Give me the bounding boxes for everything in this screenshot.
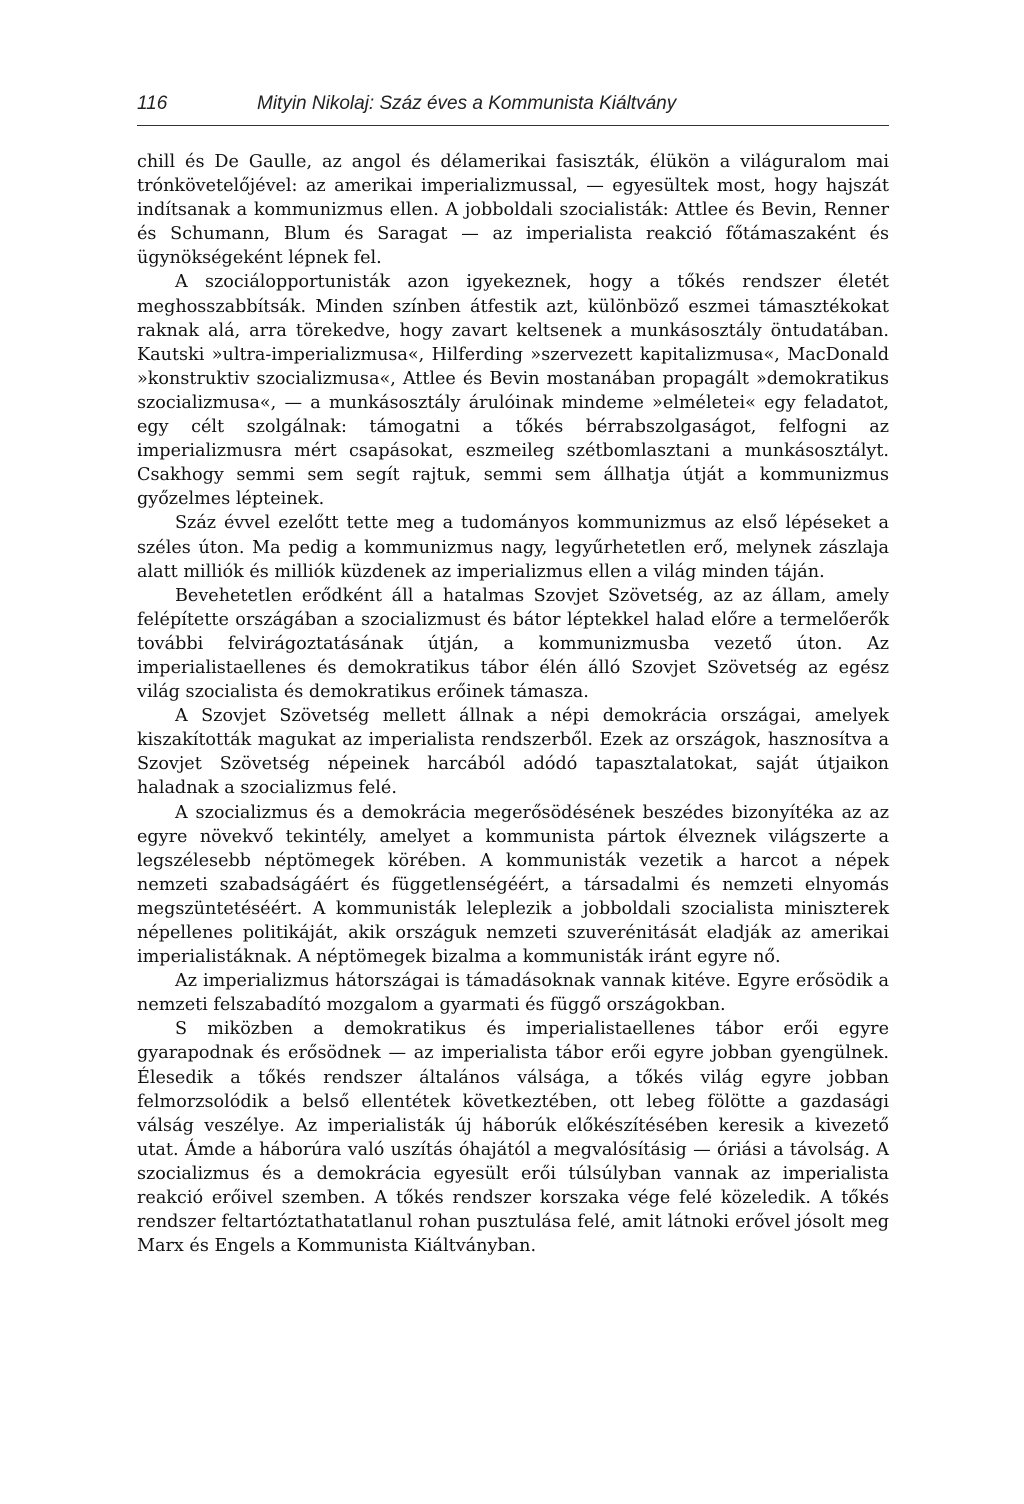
page-number: 116: [137, 93, 168, 114]
paragraph: Az imperializmus hátországai is támadásoknak vannak kitéve. Egyre erősödik a nemzeti felszabadító mozgalom a gyarmati és függő országokban.: [137, 971, 889, 1016]
running-header: [137, 93, 889, 121]
paragraph: A Szovjet Szövetség mellett állnak a népi demokrácia országai, amelyek kiszakították magukat az imperialista rendszerből. Ezek az országok, hasznosítva a Szovjet Szövetség népeinek harcából adódó tapasztalatokat, saját útjaikon haladnak a szocializmus felé.: [137, 706, 889, 799]
paragraph: Bevehetetlen erődként áll a hatalmas Szovjet Szövetség, az az állam, amely felépítette országában a szocializmust és bátor léptekkel halad előre a termelőerők további felvirágoztatásának útján, a kommunizmusba vezető úton. Az imperialistaellenes és demokratikus tábor élén álló Szovjet Szövetség az egész világ szocialista és demokratikus erőinek támasza.: [137, 585, 889, 703]
paragraph: chill és De Gaulle, az angol és délamerikai fasiszták, élükön a világuralom mai trónkövetelőjével: az amerikai imperializmussal, — egyesültek most, hogy hajszát indítsanak a kommunizmus ellen. A jobboldali szocialisták: Attlee és Bevin, Renner és Schumann, Blum és Saragat — az imperialista reakció főtámaszaként és ügynökségeként lépnek fel.: [137, 152, 889, 269]
paragraph: Száz évvel ezelőtt tette meg a tudományos kommunizmus az első lépéseket a széles úton. Ma pedig a kommunizmus nagy, legyűrhetetlen erő, melynek zászlaja alatt milliók és milliók küzdenek az imperializmus ellen a világ minden táján.: [137, 513, 889, 582]
running-title: Mityin Nikolaj: Száz éves a Kommunista Kiáltvány: [257, 93, 677, 114]
body-text: [137, 150, 889, 1258]
paragraph: S miközben a demokratikus és imperialistaellenes tábor erői egyre gyarapodnak és erősödnek — az imperialista tábor erői egyre jobban gyengülnek. Élesedik a tőkés rendszer általános válsága, a tőkés világ egyre jobban felmorzsolódik a belső ellentétek következtében, ott lebeg fölötte a gazdasági válság veszélye. Az imperialisták új háborúk előkészítésében keresik a kivezető utat. Ámde a háborúra való uszítás óhajától a megvalósításig — óriási a távolság. A szocializmus és a demokrácia egyesült erői túlsúlyban vannak az imperialista reakció erőivel szemben. A tőkés rendszer korszaka vége felé közeledik. A tőkés rendszer feltartóztathatatlanul rohan pusztulása felé, amit látnoki erővel jósolt meg Marx és Engels a Kommunista Kiáltványban.: [137, 1019, 889, 1257]
paragraph: A szocializmus és a demokrácia megerősödésének beszédes bizonyítéka az az egyre növekvő tekintély, amelyet a kommunista pártok élveznek világszerte a legszélesebb néptömegek körében. A kommunisták vezetik a harcot a népek nemzeti szabadságáért és függetlenségéért, a társadalmi és nemzeti elnyomás megszüntetéséért. A kommunisták leleplezik a jobboldali szocialista miniszterek népellenes politikáját, akik országuk nemzeti szuverénitását eladják az amerikai imperialistáknak. A néptömegek bizalma a kommunisták iránt egyre nő.: [137, 802, 889, 968]
paragraph: A szociálopportunisták azon igyekeznek, hogy a tőkés rendszer életét meghosszabbítsák. Minden színben átfestik azt, különböző eszmei támasztékokat raknak alá, arra törekedve, hogy zavart keltsenek a munkásosztály öntudatában. Kautski »ultra-imperializmusa«, Hilferding »szervezett kapitalizmusa«, MacDonald »konstruktiv szocializmusa«, Attlee és Bevin mostanában propagált »demokratikus szocializmusa«, — a munkásosztály árulóinak mindeme »elméletei« egy feladatot, egy célt szolgálnak: támogatni a tőkés bérrabszolgaságot, felfogni az imperializmusra mért csapásokat, eszmeileg szétbomlasztani a munkásosztályt. Csakhogy semmi sem segít rajtuk, semmi sem állhatja útját a kommunizmus győzelmes lépteinek.: [137, 272, 889, 510]
header-rule: [137, 125, 889, 126]
